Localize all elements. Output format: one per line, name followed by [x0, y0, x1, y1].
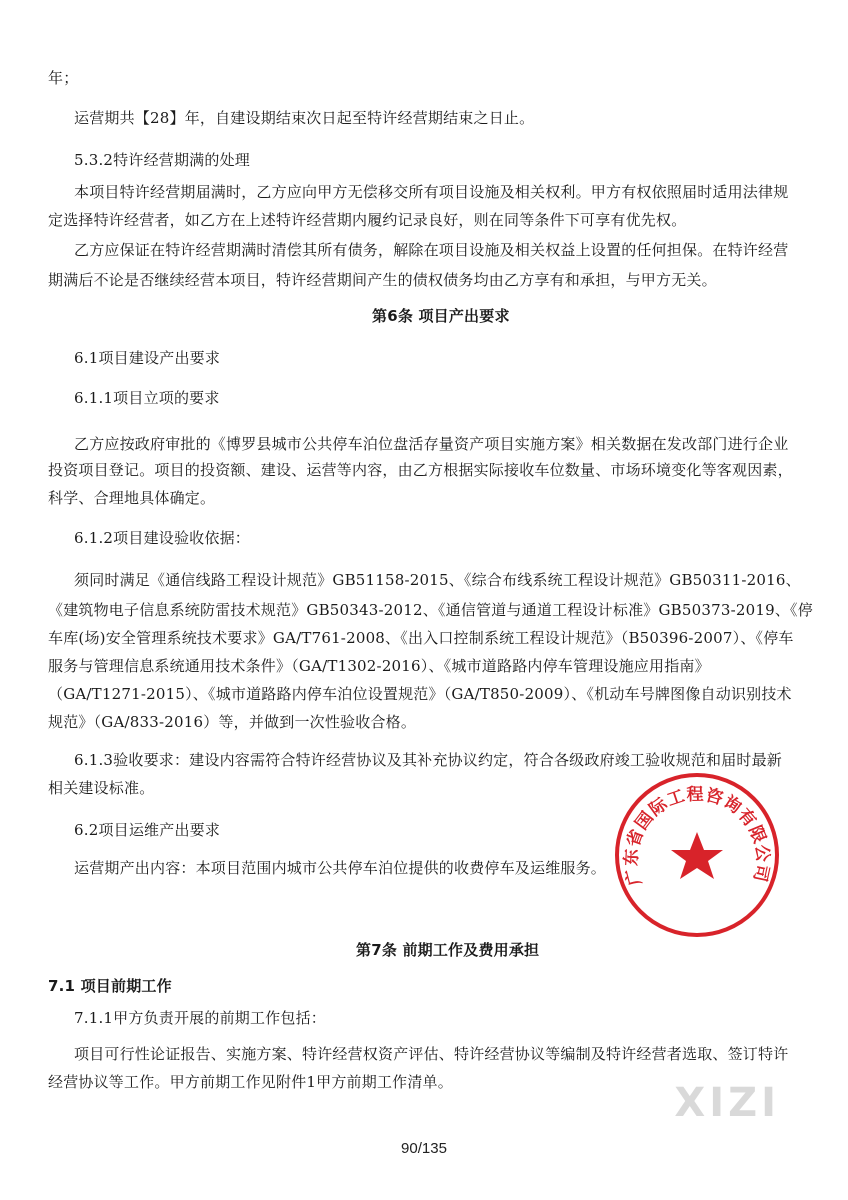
text-line: 6.1.2项目建设验收依据：: [74, 529, 250, 547]
text-line: 6.2项目运维产出要求: [74, 821, 221, 839]
text-line: 6.1.3验收要求：建设内容需符合特许经营协议及其补充协议约定，符合各级政府竣工验收规范和届时最新: [74, 751, 782, 769]
text-line: 年；: [48, 69, 79, 87]
page-number: 90/135: [401, 1140, 447, 1157]
text-line: 期满后不论是否继续经营本项目，特许经营期间产生的债权债务均由乙方享有和承担，与甲方无关。: [48, 271, 717, 289]
text-line: 服务与管理信息系统通用技术条件》（GA/T1302-2016）、《城市道路路内停车管理设施应用指南》: [48, 657, 710, 675]
article-6-heading: 第6条 项目产出要求: [372, 307, 510, 325]
text-line: 本项目特许经营期届满时，乙方应向甲方无偿移交所有项目设施及相关权利。甲方有权依照届时适用法律规: [74, 183, 789, 201]
text-line: 运营期产出内容：本项目范围内城市公共停车泊位提供的收费停车及运维服务。: [74, 859, 607, 877]
text-line: 科学、合理地具体确定。: [48, 489, 216, 507]
text-line: 须同时满足《通信线路工程设计规范》GB51158-2015、《综合布线系统工程设计规范》GB50311-2016、: [74, 571, 801, 589]
text-line: 项目可行性论证报告、实施方案、特许经营权资产评估、特许经营协议等编制及特许经营者选取、签订特许: [74, 1045, 789, 1063]
site-watermark: XIZI: [674, 1080, 780, 1126]
company-seal-stamp: [612, 770, 782, 940]
article-7-heading: 第7条 前期工作及费用承担: [356, 941, 540, 959]
text-line: 车库(场)安全管理系统技术要求》GA/T761-2008、《出入口控制系统工程设计规范》（B50396-2007）、《停车: [48, 629, 794, 647]
text-line: （GA/T1271-2015）、《城市道路路内停车泊位设置规范》（GA/T850-2009）、《机动车号牌图像自动识别技术: [48, 685, 792, 703]
text-line: 乙方应保证在特许经营期满时清偿其所有债务，解除在项目设施及相关权益上设置的任何担保。在特许经营: [74, 241, 789, 259]
text-line: 相关建设标准。: [48, 779, 155, 797]
seal-star-icon: [671, 832, 723, 879]
text-line: 6.1.1项目立项的要求: [74, 389, 220, 407]
text-line: 5.3.2特许经营期满的处理: [74, 151, 250, 169]
text-line: 7.1.1甲方负责开展的前期工作包括：: [74, 1009, 326, 1027]
text-line: 运营期共【28】年，自建设期结束次日起至特许经营期结束之日止。: [74, 109, 535, 127]
text-line: 乙方应按政府审批的《博罗县城市公共停车泊位盘活存量资产项目实施方案》相关数据在发改部门进行企业: [74, 435, 789, 453]
section-7-1-heading: 7.1 项目前期工作: [48, 977, 172, 995]
text-line: 投资项目登记。项目的投资额、建设、运营等内容，由乙方根据实际接收车位数量、市场环境变化等客观因素，: [48, 461, 793, 479]
seal-text: 广东省国际工程咨询有限公司: [621, 784, 773, 888]
text-line: 定选择特许经营者，如乙方在上述特许经营期内履约记录良好，则在同等条件下可享有优先权。: [48, 211, 687, 229]
text-line: 经营协议等工作。甲方前期工作见附件1甲方前期工作清单。: [48, 1073, 453, 1091]
text-line: 《建筑物电子信息系统防雷技术规范》GB50343-2012、《通信管道与通道工程设计标准》GB50373-2019、《停: [48, 601, 813, 619]
text-line: 6.1项目建设产出要求: [74, 349, 221, 367]
text-line: 规范》（GA/833-2016）等，并做到一次性验收合格。: [48, 713, 417, 731]
